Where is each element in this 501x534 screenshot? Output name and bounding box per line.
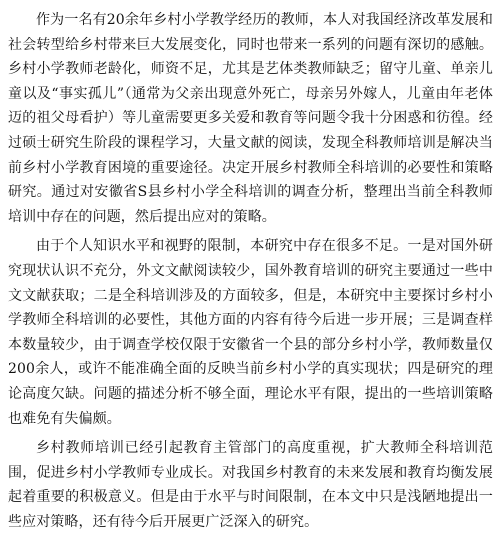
paragraph-outlook: 乡村教师培训已经引起教育主管部门的高度重视，扩大教师全科培训范围，促进乡村小学教师专业成长。对我国乡村教育的未来发展和教育均衡发展起着重要的积极意义。但是由于水平与时间限制，在本文中只是浅陋地提出一些应对策略，还有待今后开展更广泛深入的研究。 xyxy=(8,440,493,530)
paragraph-research-motivation: 作为一名有20余年乡村小学教学经历的教师，本人对我国经济改革发展和社会转型给乡村带来巨大发展变化，同时也带来一系列的问题有深切的感触。乡村小学教师老龄化，师资不足，尤其是艺体类教师缺乏；留守儿童、单亲儿童以及“事实孤儿”（通常为父亲出现意外死亡，母亲另外嫁人，儿童由年老体迈的祖父母看护）等儿童需要更多关爱和教育等问题令我十分困惑和彷徨。经过硕士研究生阶段的课程学习，大量文献的阅读，发现全科教师培训是解决当前乡村小学教育困境的重要途径。决定开展乡村教师全科培训的必要性和策略研究。通过对安徽省S县乡村小学全科培训的调查分析，整理出当前全科教师培训中存在的问题，然后提出应对的策略。 xyxy=(8,12,493,225)
paragraph-research-limitations: 由于个人知识水平和视野的限制，本研究中存在很多不足。一是对国外研究现状认识不充分，外文文献阅读较少，国外教育培训的研究主要通过一些中文文献获取；二是全科培训涉及的方面较多，但是，本研究中主要探讨乡村小学教师全科培训的必要性，其他方面的内容有待今后进一步开展；三是调查样本数量较少，由于调查学校仅限于安徽省一个县的部分乡村小学，教师数量仅200余人，或许不能准确全面的反映当前乡村小学的真实现状；四是研究的理论高度欠缺。问题的描述分析不够全面，理论水平有限，提出的一些培训策略也难免有失偏颇。 xyxy=(8,238,493,427)
